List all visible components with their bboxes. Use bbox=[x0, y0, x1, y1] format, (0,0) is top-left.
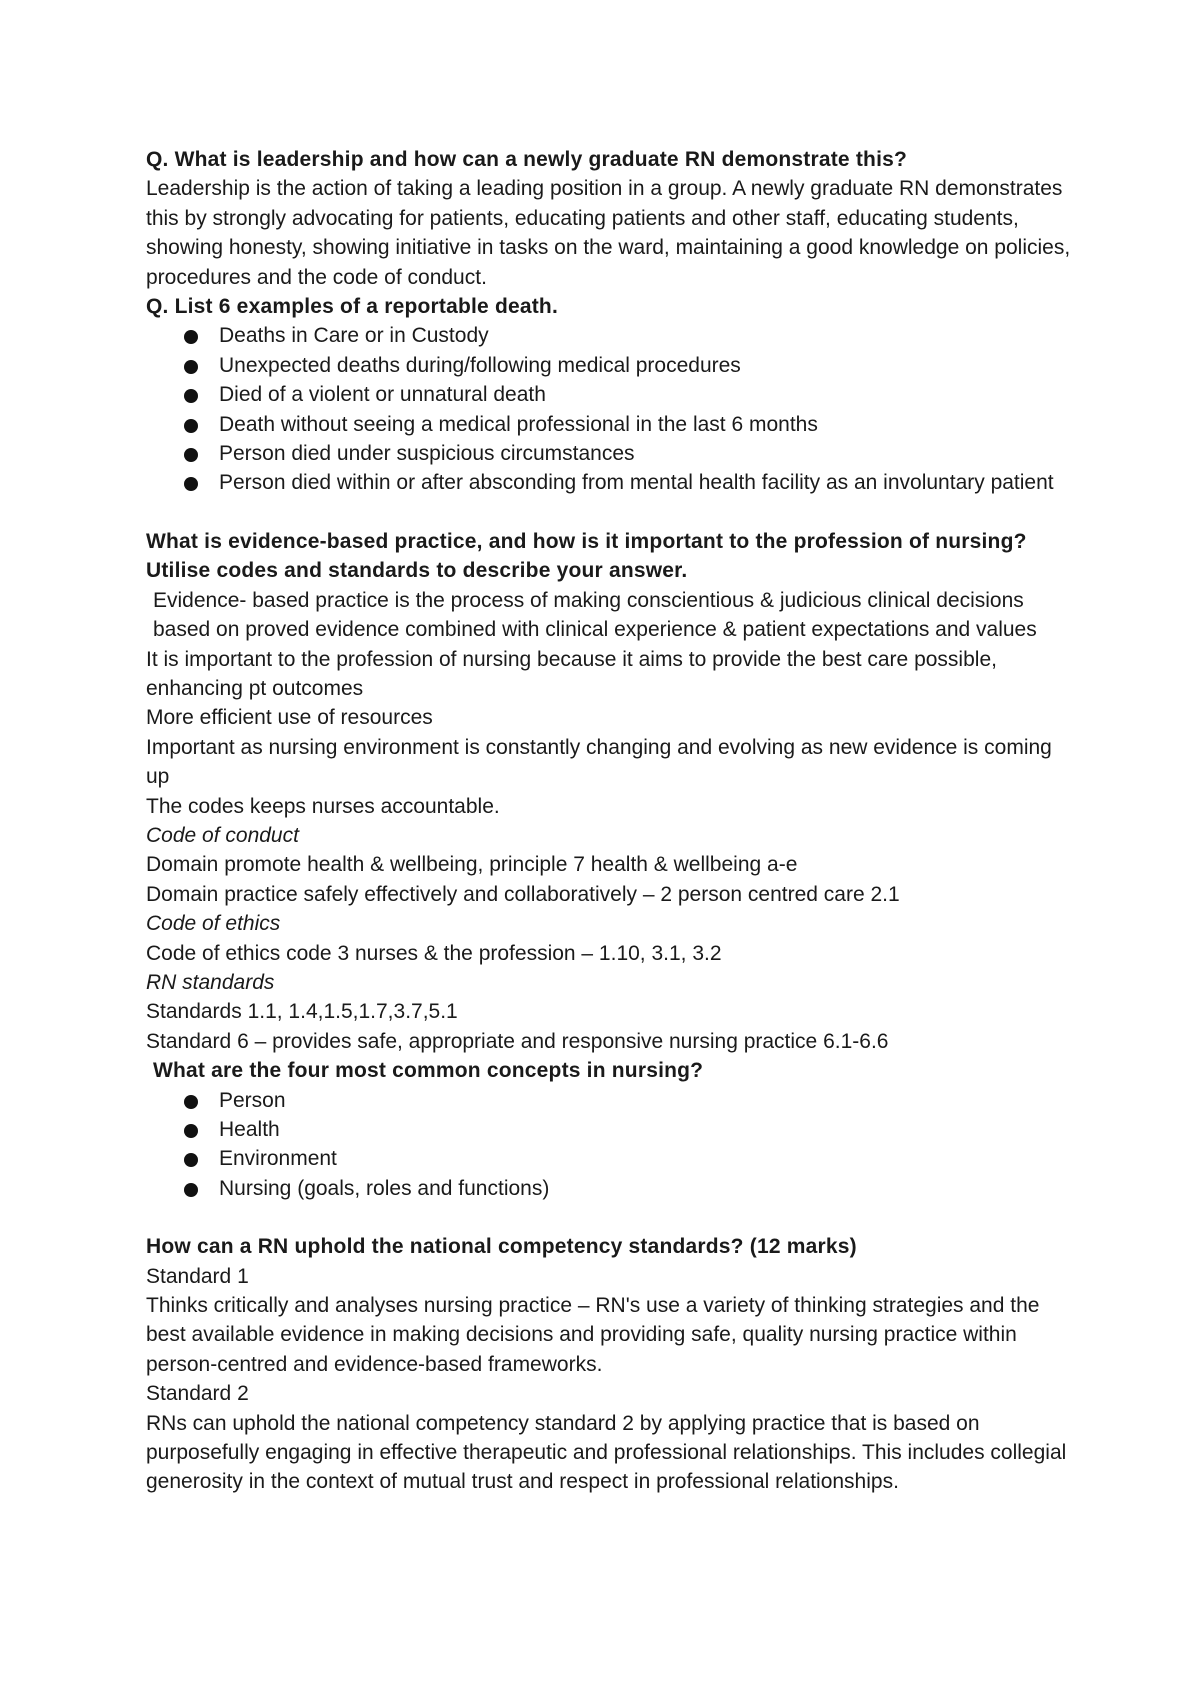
bullet-icon bbox=[184, 360, 198, 374]
document-page bbox=[146, 145, 1076, 1497]
list-item: Unexpected deaths during/following medical procedures bbox=[146, 351, 1076, 380]
bullet-icon bbox=[184, 1183, 198, 1197]
bullet-icon bbox=[184, 389, 198, 403]
bullet-icon bbox=[184, 419, 198, 433]
leadership-answer: Leadership is the action of taking a leading position in a group. A newly graduate RN demonstrates this by strongly advocating for patients, educating patients and other staff, educating students, showing honesty, showing initiative in tasks on the ward, maintaining a good knowledge on policies, procedures and the code of conduct. bbox=[146, 177, 1071, 289]
code-of-ethics-line: Code of ethics code 3 nurses & the profession – 1.10, 3.1, 3.2 bbox=[146, 941, 722, 965]
list-item: Deaths in Care or in Custody bbox=[146, 321, 1076, 350]
rn-standards-line: Standards 1.1, 1.4,1.5,1.7,3.7,5.1 bbox=[146, 1000, 458, 1024]
code-of-conduct-line: Domain practice safely effectively and collaboratively – 2 person centred care 2.1 bbox=[146, 882, 900, 906]
bullet-icon bbox=[184, 1153, 198, 1167]
nursing-concepts-list bbox=[146, 1086, 1076, 1204]
nursing-concepts-question: What are the four most common concepts in nursing? bbox=[153, 1059, 704, 1083]
rn-standards-line: Standard 6 – provides safe, appropriate and responsive nursing practice 6.1-6.6 bbox=[146, 1029, 889, 1053]
standard-2-heading: Standard 2 bbox=[146, 1382, 249, 1406]
ebp-importance: It is important to the profession of nursing because it aims to provide the best care possible, enhancing pt outcomes bbox=[146, 647, 997, 700]
list-item: Health bbox=[146, 1115, 1076, 1144]
ebp-resources: More efficient use of resources bbox=[146, 706, 433, 730]
list-item: Death without seeing a medical professional in the last 6 months bbox=[146, 410, 1076, 439]
bullet-icon bbox=[184, 1124, 198, 1138]
code-of-ethics-heading: Code of ethics bbox=[146, 912, 281, 936]
list-item: Environment bbox=[146, 1144, 1076, 1173]
rn-standards-heading: RN standards bbox=[146, 970, 275, 994]
list-item: Person bbox=[146, 1086, 1076, 1115]
list-item: Died of a violent or unnatural death bbox=[146, 380, 1076, 409]
code-of-conduct-line: Domain promote health & wellbeing, principle 7 health & wellbeing a-e bbox=[146, 853, 798, 877]
bullet-icon bbox=[184, 448, 198, 462]
bullet-icon bbox=[184, 477, 198, 491]
spacer bbox=[146, 498, 1076, 527]
standard-1-heading: Standard 1 bbox=[146, 1264, 249, 1288]
bullet-icon bbox=[184, 1095, 198, 1109]
leadership-question: Q. What is leadership and how can a newly graduate RN demonstrate this? bbox=[146, 148, 908, 171]
ebp-environment: Important as nursing environment is constantly changing and evolving as new evidence is coming up bbox=[146, 735, 1052, 789]
evidence-based-practice-question: What is evidence-based practice, and how is it important to the profession of nursing? Utilise codes and standards to describe your answer. bbox=[146, 529, 1027, 583]
reportable-death-question: Q. List 6 examples of a reportable death. bbox=[146, 295, 558, 319]
ebp-definition: Evidence- based practice is the process of making conscientious & judicious clinical decisions based on proved evidence combined with clinical experience & patient expectations and values bbox=[153, 588, 1037, 642]
list-item: Nursing (goals, roles and functions) bbox=[146, 1174, 1076, 1203]
ebp-accountable: The codes keeps nurses accountable. bbox=[146, 794, 500, 818]
spacer bbox=[146, 1203, 1076, 1232]
list-item: Person died under suspicious circumstances bbox=[146, 439, 1076, 468]
standard-2-text: RNs can uphold the national competency standard 2 by applying practice that is based on purposefully engaging in effective therapeutic and professional relationships. This includes collegial generosity in the context of mutual trust and respect in professional relationships. bbox=[146, 1411, 1067, 1494]
code-of-conduct-heading: Code of conduct bbox=[146, 823, 299, 847]
list-item: Person died within or after absconding from mental health facility as an involuntary patient bbox=[146, 468, 1076, 497]
competency-standards-question: How can a RN uphold the national competency standards? (12 marks) bbox=[146, 1235, 857, 1259]
standard-1-text: Thinks critically and analyses nursing practice – RN's use a variety of thinking strategies and the best available evidence in making decisions and providing safe, quality nursing practice within person-centred and evidence-based frameworks. bbox=[146, 1294, 1040, 1376]
bullet-icon bbox=[184, 330, 198, 344]
reportable-death-list bbox=[146, 321, 1076, 497]
